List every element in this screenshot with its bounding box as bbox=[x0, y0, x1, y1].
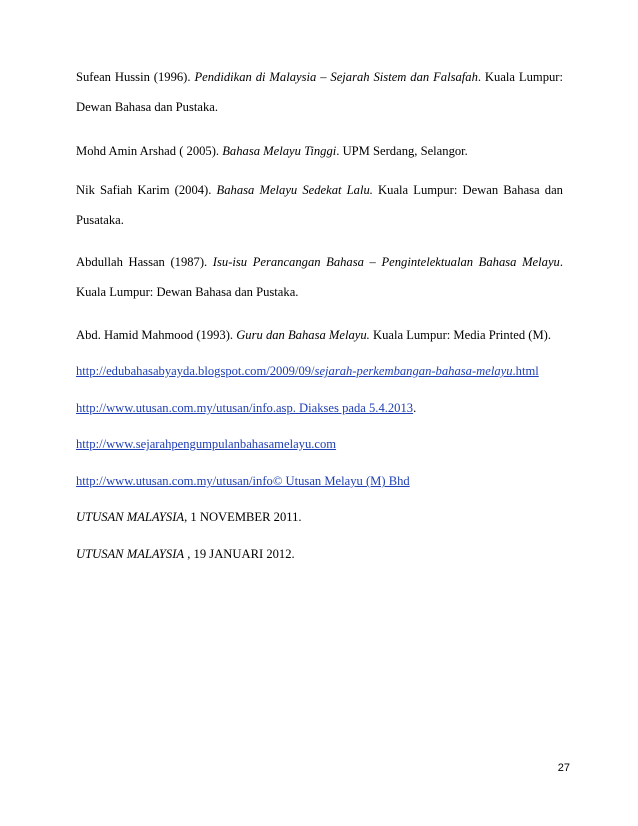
newspaper-date: , 19 JANUARI 2012. bbox=[184, 547, 295, 561]
reference-entry bbox=[76, 247, 563, 307]
reference-title: Guru dan Bahasa Melayu. bbox=[236, 328, 370, 342]
newspaper-title: UTUSAN MALAYSIA bbox=[76, 547, 185, 561]
link-url-italic-part: sejarah-perkembangan-bahasa-melayu bbox=[314, 364, 513, 378]
reference-publisher: . UPM Serdang, Selangor. bbox=[336, 144, 468, 158]
newspaper-reference-entry bbox=[76, 539, 563, 569]
utusan-copyright-link[interactable]: http://www.utusan.com.my/utusan/info© Utusan Melayu (M) Bhd bbox=[76, 474, 410, 488]
reference-author: Nik Safiah Karim (2004). bbox=[76, 183, 217, 197]
reference-author: Abd. Hamid Mahmood (1993). bbox=[76, 328, 237, 342]
reference-entry bbox=[76, 175, 563, 235]
reference-title: Bahasa Melayu Sedekat Lalu. bbox=[216, 183, 373, 197]
reference-publisher: . Kuala Lumpur: Dewan Bahasa dan Pustaka. bbox=[76, 70, 563, 114]
utusan-info-link[interactable]: http://www.utusan.com.my/utusan/info.asp. Diakses pada 5.4.2013 bbox=[76, 401, 414, 415]
reference-title: Bahasa Melayu Tinggi bbox=[222, 144, 337, 158]
web-reference-entry bbox=[76, 429, 563, 459]
reference-title: Pendidikan di Malaysia – Sejarah Sistem dan Falsafah bbox=[194, 70, 478, 84]
newspaper-date: , 1 NOVEMBER 2011. bbox=[184, 510, 302, 524]
reference-title: Isu-isu Perancangan Bahasa – Pengintelektualan Bahasa Melayu bbox=[212, 255, 560, 269]
reference-publisher: . Kuala Lumpur: Dewan Bahasa dan Pustaka. bbox=[76, 255, 563, 299]
link-url-tail: .html bbox=[512, 364, 539, 378]
sejarah-reference-link[interactable]: http://www.sejarahpengumpulanbahasamelayu.com bbox=[76, 437, 337, 451]
web-reference-entry bbox=[76, 466, 563, 496]
page-number: 27 bbox=[557, 762, 570, 774]
web-reference-entry bbox=[76, 356, 563, 386]
web-reference-entry bbox=[76, 393, 563, 423]
reference-author: Mohd Amin Arshad ( 2005). bbox=[76, 144, 223, 158]
link-url-part: http://edubahasabyayda.blogspot.com/2009/09/ bbox=[76, 364, 315, 378]
reference-author: Sufean Hussin (1996). bbox=[76, 70, 195, 84]
reference-entry bbox=[76, 320, 563, 350]
newspaper-reference-entry bbox=[76, 502, 563, 532]
reference-publisher: Kuala Lumpur: Media Printed (M). bbox=[369, 328, 551, 342]
blog-reference-link[interactable] bbox=[76, 364, 539, 378]
reference-entry bbox=[76, 62, 563, 122]
link-trailing-period: . bbox=[413, 401, 417, 415]
reference-entry bbox=[76, 136, 563, 166]
newspaper-title: UTUSAN MALAYSIA bbox=[76, 510, 185, 524]
reference-publisher: Kuala Lumpur: Dewan Bahasa dan Pusataka. bbox=[76, 183, 563, 227]
reference-author: Abdullah Hassan (1987). bbox=[76, 255, 213, 269]
